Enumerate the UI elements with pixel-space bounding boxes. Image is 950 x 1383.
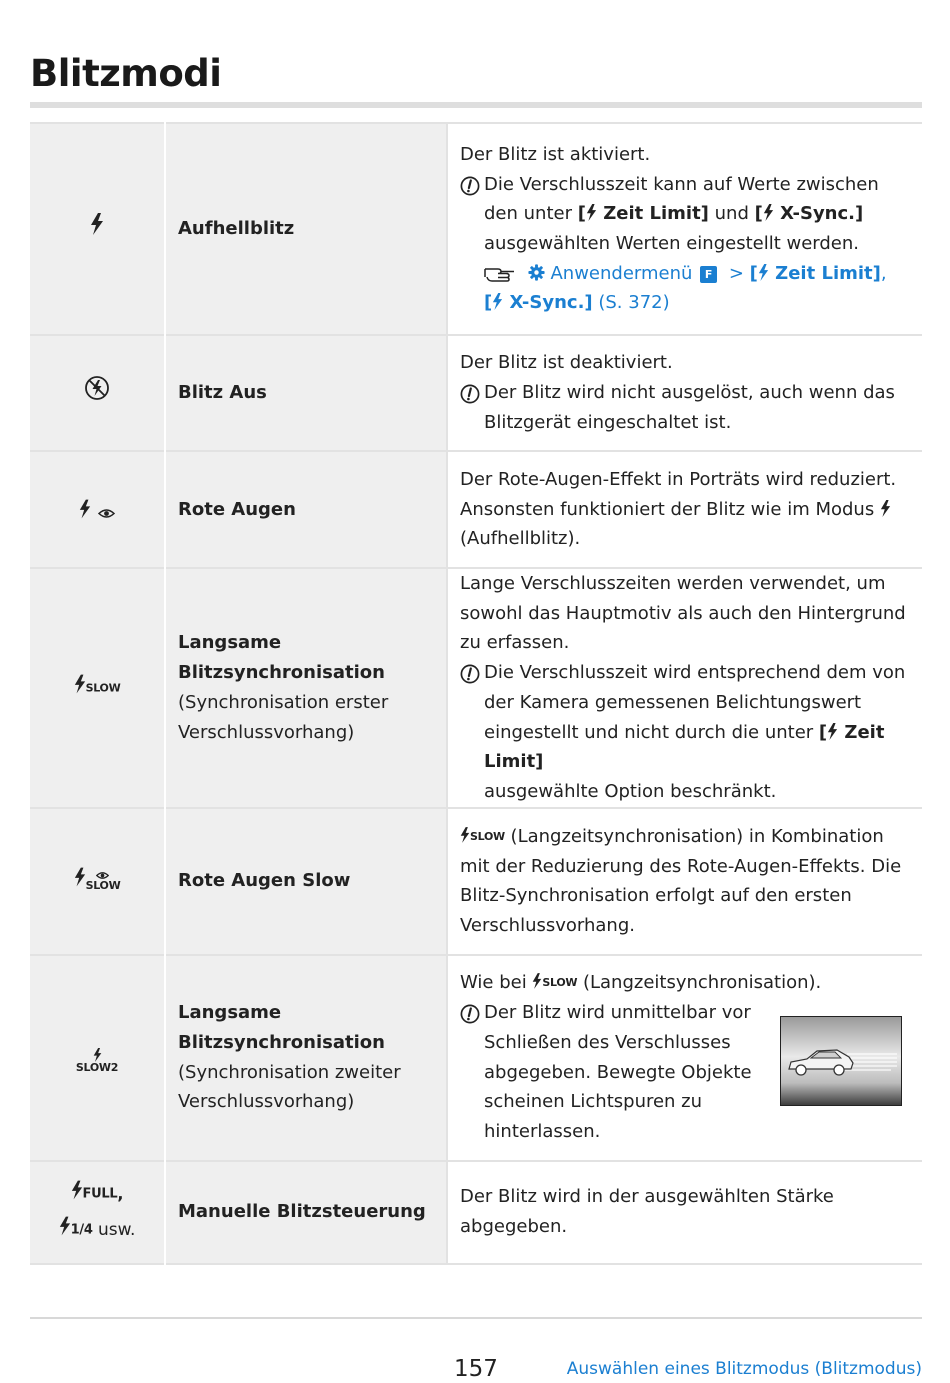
red-eye-slow-icon xyxy=(74,866,121,891)
moving-car-illustration xyxy=(780,1016,902,1106)
menu-badge: F xyxy=(700,266,717,283)
table-row xyxy=(30,451,922,568)
slow2-sync-icon xyxy=(76,1048,118,1073)
title-rule xyxy=(30,102,922,108)
mode-desc: Lange Verschlusszeiten werden verwendet, um sowohl das Hauptmotiv als auch den Hintergrund zu erfassen. xyxy=(460,573,906,654)
flash-icon xyxy=(586,204,597,221)
mode-name-cell xyxy=(165,808,447,955)
slow-label: SLOW xyxy=(85,879,121,893)
note-text: ausgewählten Werten eingestellt werden. xyxy=(484,233,860,254)
note-keyword: Zeit Limit] xyxy=(596,203,709,225)
xref-separator: > xyxy=(723,262,750,284)
flash-icon xyxy=(90,213,104,235)
mode-desc-cell xyxy=(447,1161,922,1264)
note-text: Die Verschlusszeit kann auf Werte zwischen den unter xyxy=(484,173,879,225)
note-text: ausgewählte Option beschränkt. xyxy=(484,780,777,802)
mode-name: Aufhellblitz xyxy=(178,218,295,240)
slow2-icon-cell xyxy=(30,955,165,1161)
note-keyword: [ xyxy=(818,721,828,743)
flash-off-icon xyxy=(84,375,110,401)
note xyxy=(460,998,772,1147)
table-row xyxy=(30,955,922,1161)
red-eye-flash-icon xyxy=(79,499,114,519)
table-row xyxy=(30,568,922,808)
red-eye-icon-cell xyxy=(30,451,165,568)
note-text: Die Verschlusszeit wird entsprechend dem von der Kamera gemessenen Belichtungswert eingestellt und nicht durch die unter xyxy=(484,662,906,743)
mode-desc: Wie bei xyxy=(460,972,533,994)
xref-item: Zeit Limit] xyxy=(768,262,881,284)
mode-name: Langsame Blitzsynchronisation xyxy=(178,1002,385,1053)
note-text: und xyxy=(708,203,755,225)
flash-off-icon-cell xyxy=(30,335,165,451)
pointing-hand-icon xyxy=(484,264,516,282)
flash-icon xyxy=(880,500,891,517)
quarter-power-icon xyxy=(59,1215,93,1239)
slow-sync-icon-cell xyxy=(30,568,165,808)
quarter-label: 1/4 xyxy=(70,1222,93,1238)
red-eye-slow-icon-cell xyxy=(30,808,165,955)
mode-desc: (Aufhellblitz). xyxy=(460,528,581,550)
note-text: Der Blitz wird nicht ausgelöst, auch wenn das Blitzgerät eingeschaltet ist. xyxy=(484,382,895,433)
mode-desc: (Langzeitsynchronisation) in Kombination mit der Reduzierung des Rote-Augen-Effekts. Die Blitz-Synchronisation erfolgt auf den ersten Verschlussvorhang. xyxy=(460,825,902,936)
mode-name: Langsame Blitzsynchronisation xyxy=(178,632,385,684)
slow-label: SLOW xyxy=(85,681,121,695)
xref-page: (S. 372) xyxy=(592,292,670,314)
mode-desc: Der Blitz ist aktiviert. xyxy=(460,143,651,165)
mode-desc: Der Blitz wird in der ausgewählten Stärke abgegeben. xyxy=(460,1186,834,1238)
mode-name: Blitz Aus xyxy=(178,382,267,404)
note-keyword: Zeit Limit] xyxy=(484,721,885,773)
mode-desc-cell xyxy=(447,451,922,568)
mode-name: Manuelle Blitzsteuerung xyxy=(178,1201,426,1223)
cross-reference-link[interactable] xyxy=(484,263,887,314)
mode-desc-cell xyxy=(447,568,922,808)
xref-menu: Anwendermenü xyxy=(550,262,693,284)
mode-name-sub: (Synchronisation zweiter Verschlussvorhang) xyxy=(178,1061,401,1113)
table-row xyxy=(30,335,922,451)
mode-desc-cell xyxy=(447,123,922,335)
note-keyword: [ xyxy=(754,203,763,225)
mode-name-cell xyxy=(165,1161,447,1264)
xref-item: [ xyxy=(749,262,758,284)
caution-icon xyxy=(460,378,484,437)
mode-name-sub: (Synchronisation erster Verschlussvorhang) xyxy=(178,691,389,743)
note xyxy=(460,658,912,807)
mode-name-cell xyxy=(165,955,447,1161)
slow-sync-icon xyxy=(460,822,505,852)
flash-icon xyxy=(763,204,774,221)
page-number: 157 xyxy=(454,1356,498,1382)
mode-desc: Der Blitz ist deaktiviert. xyxy=(460,352,673,374)
mode-desc: (Langzeitsynchronisation). xyxy=(577,972,822,994)
page-title: Blitzmodi xyxy=(30,52,222,95)
note xyxy=(460,170,912,319)
mode-name: Rote Augen Slow xyxy=(178,870,351,892)
full-label: FULL xyxy=(82,1186,118,1202)
flash-mode-table xyxy=(30,122,922,1265)
table-row xyxy=(30,123,922,335)
flash-icon xyxy=(827,723,838,740)
caution-icon xyxy=(460,170,484,319)
mode-name: Rote Augen xyxy=(178,498,296,520)
manual-flash-icon-cell xyxy=(30,1161,165,1264)
eye-icon xyxy=(98,508,115,519)
note xyxy=(460,378,912,437)
mode-desc: Der Rote-Augen-Effekt in Porträts wird reduziert. Ansonsten funktioniert der Blitz wie im Modus xyxy=(460,468,897,520)
flash-icon xyxy=(492,293,503,310)
slow-label: SLOW xyxy=(542,976,578,990)
mode-name-cell xyxy=(165,123,447,335)
xref-item: X-Sync.] xyxy=(503,292,593,314)
mode-desc-cell xyxy=(447,808,922,955)
section-link[interactable]: Auswählen eines Blitzmodus (Blitzmodus) xyxy=(566,1359,922,1379)
table-row xyxy=(30,808,922,955)
mode-desc-cell xyxy=(447,955,922,1161)
xref-item: [ xyxy=(484,292,493,314)
mode-name-cell xyxy=(165,335,447,451)
xref-comma: , xyxy=(880,262,887,284)
icon-comma: , xyxy=(117,1184,124,1204)
icon-usw: usw. xyxy=(92,1220,136,1241)
note-keyword: X-Sync.] xyxy=(773,203,864,225)
flash-icon-cell xyxy=(30,123,165,335)
footer-rule xyxy=(30,1317,922,1319)
caution-icon xyxy=(460,998,484,1147)
slow2-label: SLOW2 xyxy=(75,1061,119,1075)
slow-label: SLOW xyxy=(470,829,505,843)
note-text: Der Blitz wird unmittelbar vor Schließen des Verschlusses abgegeben. Bewegte Objekte scheinen Lichtspuren zu hinterlassen. xyxy=(484,1002,752,1143)
gear-icon xyxy=(528,264,545,281)
flash-icon xyxy=(758,264,769,281)
full-power-icon xyxy=(71,1179,124,1203)
mode-name-cell xyxy=(165,451,447,568)
table-row xyxy=(30,1161,922,1264)
slow-sync-icon xyxy=(74,673,121,697)
caution-icon xyxy=(460,658,484,807)
mode-desc-cell xyxy=(447,335,922,451)
note-keyword: [ xyxy=(577,203,586,225)
mode-name-cell xyxy=(165,568,447,808)
slow-sync-icon xyxy=(532,968,577,998)
